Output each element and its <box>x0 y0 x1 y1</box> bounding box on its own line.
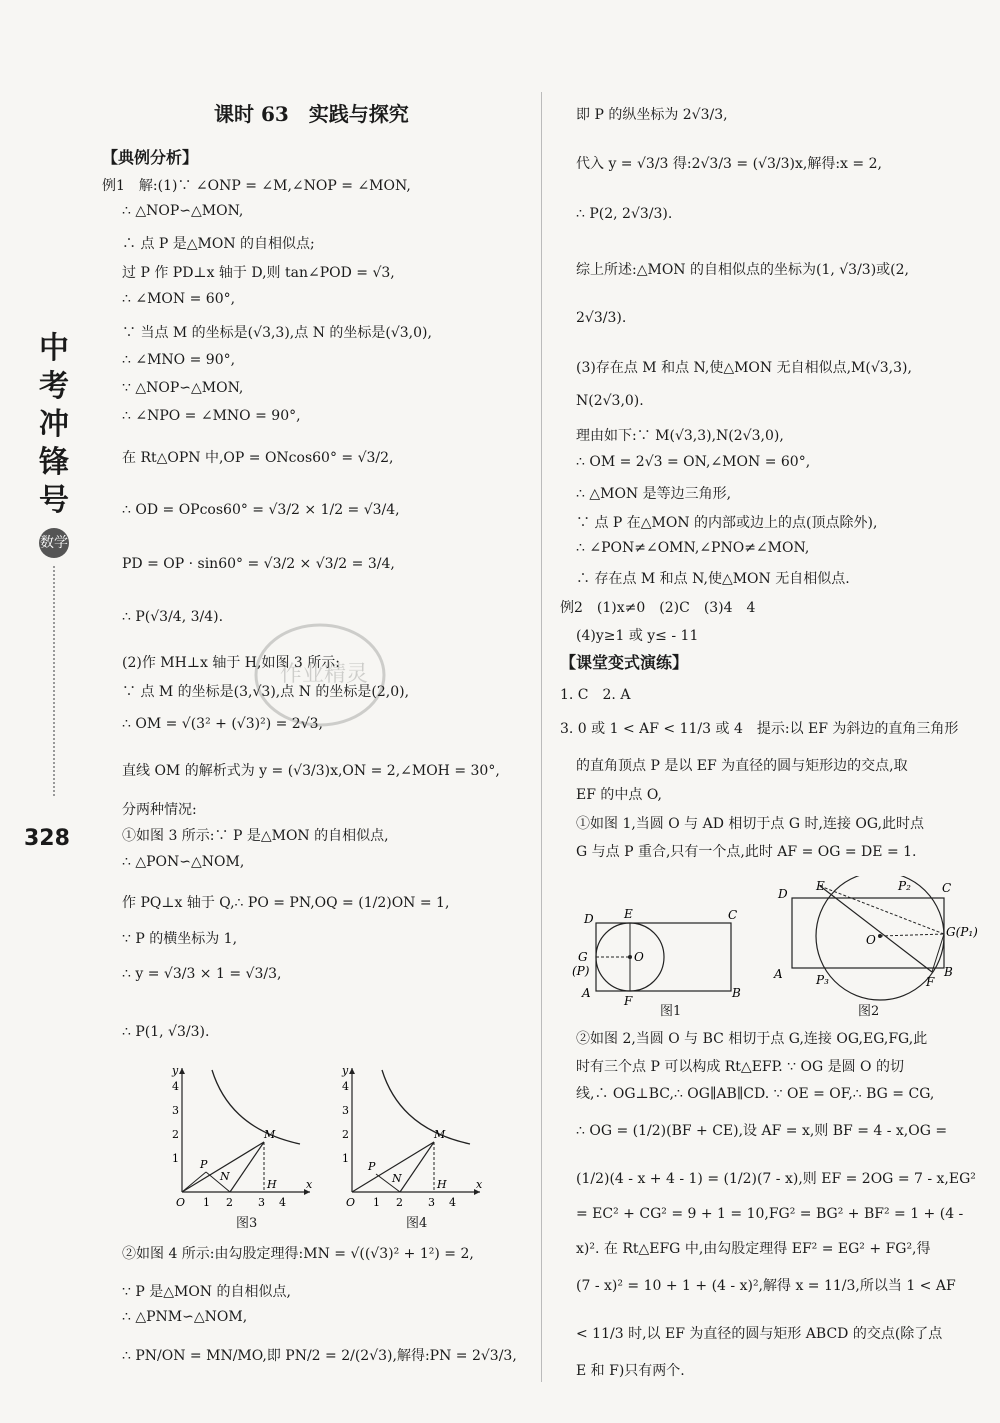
text-line: 理由如下:∵ M(√3,3),N(2√3,0), <box>576 428 784 444</box>
text-line: 分两种情况: <box>122 802 197 818</box>
svg-text:H: H <box>267 1178 277 1191</box>
brand-char: 锋 <box>39 445 69 480</box>
text-line: 时有三个点 P 可以构成 Rt△EFP. ∵ OG 是圆 O 的切 <box>576 1059 904 1075</box>
svg-text:2: 2 <box>172 1128 179 1141</box>
text-line: 1. C 2. A <box>560 687 631 703</box>
text-line: ∴ △PON∽△NOM, <box>122 854 245 870</box>
svg-text:C: C <box>942 881 952 895</box>
brand-char: 考 <box>39 369 69 404</box>
text-line: 综上所述:△MON 的自相似点的坐标为(1, √3/3)或(2, <box>576 262 909 278</box>
svg-text:M: M <box>264 1128 276 1141</box>
page-title: 课时 63 实践与探究 <box>214 102 409 126</box>
text-line: ∴ 存在点 M 和点 N,使△MON 无自相似点. <box>576 571 850 587</box>
text-line: (7 - x)² = 10 + 1 + (4 - x)²,解得 x = 11/3,所以当 1 < AF <box>576 1278 956 1294</box>
svg-text:P₃: P₃ <box>816 973 829 987</box>
svg-text:D: D <box>778 887 788 901</box>
svg-text:3: 3 <box>428 1196 435 1209</box>
svg-text:F: F <box>624 994 633 1008</box>
svg-text:x: x <box>476 1178 483 1191</box>
svg-text:E: E <box>816 879 825 893</box>
svg-text:y: y <box>342 1064 349 1077</box>
svg-text:C: C <box>728 908 738 922</box>
svg-text:3: 3 <box>258 1196 265 1209</box>
text-line: ∴ PN/ON = MN/MO,即 PN/2 = 2/(2√3),解得:PN = 2√3/3, <box>122 1348 517 1364</box>
text-line: ∴ OD = OPcos60° = √3/2 × 1/2 = √3/4, <box>122 502 400 518</box>
text-line: ∴ △MON 是等边三角形, <box>576 486 732 502</box>
svg-text:P: P <box>368 1160 376 1173</box>
text-line: PD = OP · sin60° = √3/2 × √3/2 = 3/4, <box>122 556 395 572</box>
text-line: EF 的中点 O, <box>576 787 662 803</box>
svg-text:G: G <box>578 950 588 964</box>
figure-2-caption: 图2 <box>858 1004 880 1019</box>
text-line: ①如图 3 所示:∵ P 是△MON 的自相似点, <box>122 828 389 844</box>
text-line: 例2 (1)x≠0 (2)C (3)4 4 <box>560 600 756 616</box>
subject-badge: 数学 <box>39 528 69 558</box>
svg-text:2: 2 <box>396 1196 403 1209</box>
brand-char: 号 <box>39 483 69 518</box>
column-divider <box>541 92 542 1382</box>
text-line: x)². 在 Rt△EFG 中,由勾股定理得 EF² = EG² + FG²,得 <box>576 1241 931 1257</box>
section-heading-practice: 【课堂变式演练】 <box>560 653 689 672</box>
text-line: ∴ P(1, √3/3). <box>122 1024 210 1040</box>
brand-vertical-text <box>36 330 72 520</box>
svg-text:作业精灵: 作业精灵 <box>280 662 369 687</box>
text-line: ∴ OG = (1/2)(BF + CE),设 AF = x,则 BF = 4 - x,OG = <box>576 1123 948 1139</box>
svg-text:4: 4 <box>342 1080 349 1093</box>
svg-text:1: 1 <box>203 1196 210 1209</box>
axis-x-label: x <box>306 1178 313 1191</box>
figure-3-caption: 图3 <box>236 1216 258 1231</box>
svg-text:4: 4 <box>449 1196 456 1209</box>
svg-text:2: 2 <box>226 1196 233 1209</box>
text-line: ∴ ∠MON = 60°, <box>122 291 236 307</box>
text-line: E 和 F)只有两个. <box>576 1363 685 1379</box>
svg-text:B: B <box>944 965 953 979</box>
brand-char: 冲 <box>39 407 69 442</box>
text-line: ∵ 点 P 在△MON 的内部或边上的点(顶点除外), <box>576 515 878 531</box>
text-line: 2√3/3). <box>576 310 627 326</box>
section-heading: 【典例分析】 <box>102 148 199 167</box>
figure-1-caption: 图1 <box>660 1004 682 1019</box>
svg-text:M: M <box>434 1128 446 1141</box>
svg-text:N: N <box>392 1172 402 1185</box>
text-line: (4)y≥1 或 y≤ - 11 <box>576 628 699 644</box>
text-line: (2)作 MH⊥x 轴于 H,如图 3 所示: <box>122 655 340 671</box>
text-line: ∴ OM = √(3² + (√3)²) = 2√3, <box>122 716 323 732</box>
figure-4-graph <box>330 1062 490 1212</box>
text-line: ∵ 当点 M 的坐标是(√3,3),点 N 的坐标是(√3,0), <box>122 325 432 341</box>
text-line: ∴ △PNM∽△NOM, <box>122 1309 248 1325</box>
svg-text:B: B <box>732 986 741 1000</box>
figure-4-caption: 图4 <box>406 1216 428 1231</box>
svg-text:P: P <box>200 1158 208 1171</box>
text-line: 即 P 的纵坐标为 2√3/3, <box>576 107 728 123</box>
svg-text:H: H <box>437 1178 447 1191</box>
text-line: (1/2)(4 - x + 4 - 1) = (1/2)(7 - x),则 EF = 2OG = 7 - x,EG² <box>576 1171 976 1187</box>
svg-text:O: O <box>634 950 644 964</box>
svg-text:O: O <box>176 1196 186 1209</box>
svg-text:F: F <box>926 975 935 989</box>
text-line: ∴ OM = 2√3 = ON,∠MON = 60°, <box>576 454 811 470</box>
text-line: (3)存在点 M 和点 N,使△MON 无自相似点,M(√3,3), <box>576 360 912 376</box>
svg-text:A: A <box>582 986 591 1000</box>
text-line: ∵ P 是△MON 的自相似点, <box>122 1284 291 1300</box>
text-line: 作 PQ⊥x 轴于 Q,∴ PO = PN,OQ = (1/2)ON = 1, <box>122 895 450 911</box>
text-line: ∴ y = √3/3 × 1 = √3/3, <box>122 966 282 982</box>
watermark-stamp <box>250 615 390 735</box>
figure-3-graph <box>160 1062 320 1212</box>
svg-text:3: 3 <box>342 1104 349 1117</box>
text-line: 在 Rt△OPN 中,OP = ONcos60° = √3/2, <box>122 450 394 466</box>
text-line: 线,∴ OG⊥BC,∴ OG∥AB∥CD. ∵ OE = OF,∴ BG = CG, <box>576 1086 935 1102</box>
page-number: 328 <box>24 826 70 851</box>
svg-text:P₂: P₂ <box>898 879 911 893</box>
text-line: ∵ 点 M 的坐标是(3,√3),点 N 的坐标是(2,0), <box>122 684 410 700</box>
svg-text:4: 4 <box>279 1196 286 1209</box>
text-line: 的直角顶点 P 是以 EF 为直径的圆与矩形边的交点,取 <box>576 758 908 774</box>
text-line: < 11/3 时,以 EF 为直径的圆与矩形 ABCD 的交点(除了点 <box>576 1326 943 1342</box>
text-line: ∴ P(2, 2√3/3). <box>576 206 673 222</box>
text-line: ∴ 点 P 是△MON 的自相似点; <box>122 236 315 252</box>
svg-text:A: A <box>774 967 783 981</box>
brand-char: 中 <box>39 331 69 366</box>
text-line: ∴ △NOP∽△MON, <box>122 203 244 219</box>
text-line: ②如图 2,当圆 O 与 BC 相切于点 G,连接 OG,EG,FG,此 <box>576 1031 928 1047</box>
text-line: N(2√3,0). <box>576 393 644 409</box>
right-column <box>556 0 986 1423</box>
svg-text:G(P₁): G(P₁) <box>946 925 978 939</box>
axis-y-label: y <box>172 1064 179 1077</box>
svg-text:1: 1 <box>342 1152 349 1165</box>
svg-text:E: E <box>624 907 633 921</box>
svg-text:1: 1 <box>373 1196 380 1209</box>
text-line: ∵ P 的横坐标为 1, <box>122 931 238 947</box>
text-line: ∴ ∠PON≠∠OMN,∠PNO≠∠MON, <box>576 540 810 556</box>
text-line: ∴ ∠NPO = ∠MNO = 90°, <box>122 408 301 424</box>
text-line: = EC² + CG² = 9 + 1 = 10,FG² = BG² + BF² = 1 + (4 - <box>576 1206 964 1222</box>
svg-text:O: O <box>866 933 876 947</box>
text-line: ②如图 4 所示:由勾股定理得:MN = √((√3)² + 1²) = 2, <box>122 1246 474 1262</box>
svg-text:N: N <box>220 1170 230 1183</box>
text-line: G 与点 P 重合,只有一个点,此时 AF = OG = DE = 1. <box>576 844 917 860</box>
text-line: ∵ △NOP∽△MON, <box>122 380 244 396</box>
text-line: ∴ ∠MNO = 90°, <box>122 352 236 368</box>
figure-1-geometry <box>566 905 746 1015</box>
svg-text:4: 4 <box>172 1080 179 1093</box>
text-line: 代入 y = √3/3 得:2√3/3 = (√3/3)x,解得:x = 2, <box>576 156 882 172</box>
svg-text:O: O <box>346 1196 356 1209</box>
text-line: ①如图 1,当圆 O 与 AD 相切于点 G 时,连接 OG,此时点 <box>576 816 925 832</box>
text-line: 直线 OM 的解析式为 y = (√3/3)x,ON = 2,∠MOH = 30°, <box>122 763 500 779</box>
text-line: 例1 解:(1)∵ ∠ONP = ∠M,∠NOP = ∠MON, <box>102 178 411 194</box>
figure-2-geometry <box>770 876 990 1006</box>
svg-text:3: 3 <box>172 1104 179 1117</box>
svg-text:2: 2 <box>342 1128 349 1141</box>
sidebar-brand <box>36 330 72 796</box>
text-line: ∴ P(√3/4, 3/4). <box>122 609 224 625</box>
svg-text:1: 1 <box>172 1152 179 1165</box>
dotted-divider <box>53 566 56 796</box>
text-line: 过 P 作 PD⊥x 轴于 D,则 tan∠POD = √3, <box>122 265 395 281</box>
svg-text:(P): (P) <box>572 964 590 978</box>
text-line: 3. 0 或 1 < AF < 11/3 或 4 提示:以 EF 为斜边的直角三角形 <box>560 721 959 737</box>
svg-text:D: D <box>584 912 594 926</box>
